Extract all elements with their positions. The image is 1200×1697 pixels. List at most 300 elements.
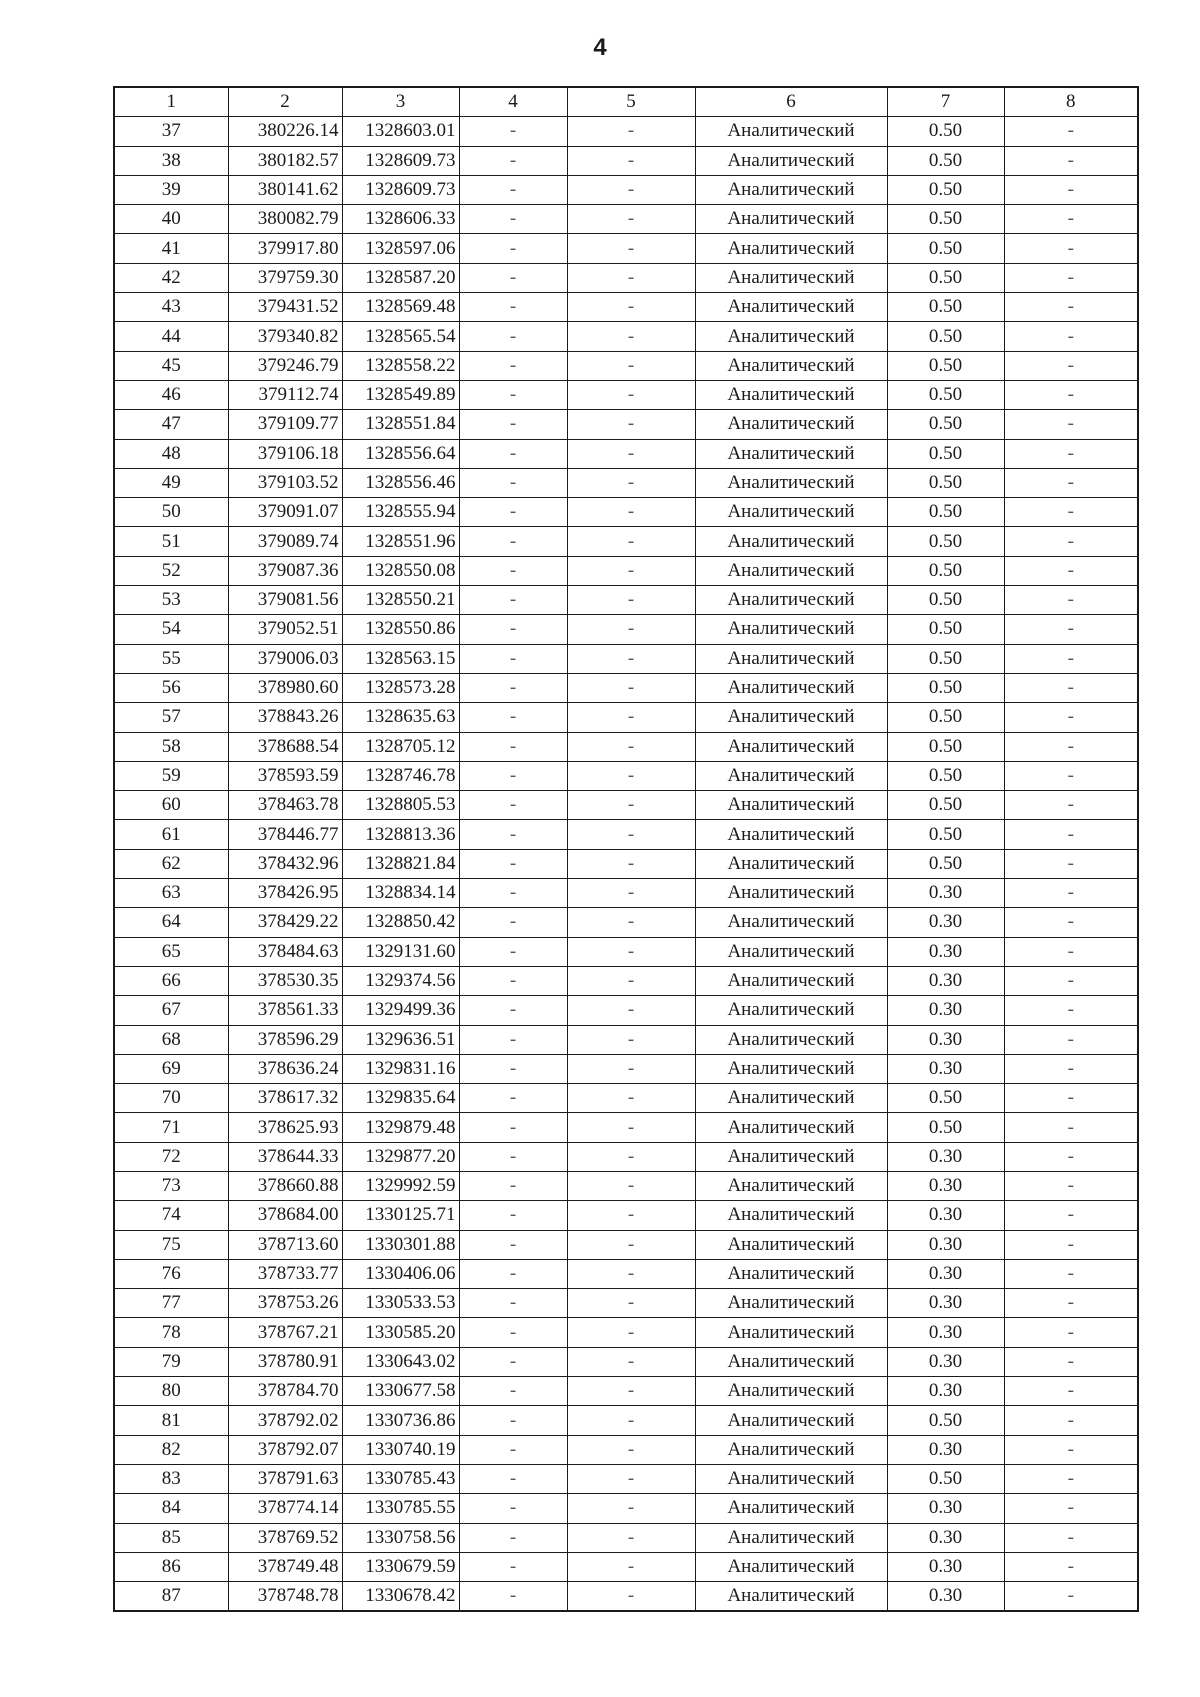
column-8-value-cell: - — [1004, 293, 1138, 322]
column-8-value-cell: - — [1004, 410, 1138, 439]
column-5-value-cell: - — [567, 1464, 695, 1493]
column-8-value-cell: - — [1004, 1230, 1138, 1259]
accuracy-cell: 0.50 — [887, 615, 1004, 644]
table-row — [114, 234, 1138, 263]
method-cell: Аналитический — [695, 175, 887, 204]
method-cell: Аналитический — [695, 732, 887, 761]
column-5-value-cell: - — [567, 1552, 695, 1581]
point-number-cell: 64 — [114, 908, 228, 937]
accuracy-cell: 0.30 — [887, 1523, 1004, 1552]
method-cell: Аналитический — [695, 146, 887, 175]
column-4-value-cell: - — [459, 879, 567, 908]
column-5-value-cell: - — [567, 644, 695, 673]
method-cell: Аналитический — [695, 586, 887, 615]
column-header: 1 — [114, 87, 228, 117]
coordinate-y-cell: 1328850.42 — [342, 908, 459, 937]
column-5-value-cell: - — [567, 586, 695, 615]
column-4-value-cell: - — [459, 1318, 567, 1347]
coordinate-x-cell: 379106.18 — [228, 439, 342, 468]
coordinate-x-cell: 379112.74 — [228, 380, 342, 409]
point-number-cell: 78 — [114, 1318, 228, 1347]
coordinate-x-cell: 378684.00 — [228, 1201, 342, 1230]
coordinate-y-cell: 1329374.56 — [342, 966, 459, 995]
table-row — [114, 380, 1138, 409]
accuracy-cell: 0.30 — [887, 1347, 1004, 1376]
point-number-cell: 80 — [114, 1377, 228, 1406]
coordinate-y-cell: 1329879.48 — [342, 1113, 459, 1142]
point-number-cell: 46 — [114, 380, 228, 409]
point-number-cell: 79 — [114, 1347, 228, 1376]
coordinate-x-cell: 378713.60 — [228, 1230, 342, 1259]
table-row — [114, 1406, 1138, 1435]
table-row — [114, 205, 1138, 234]
coordinate-y-cell: 1330406.06 — [342, 1259, 459, 1288]
coordinate-x-cell: 379246.79 — [228, 351, 342, 380]
coordinate-x-cell: 379759.30 — [228, 263, 342, 292]
column-4-value-cell: - — [459, 1113, 567, 1142]
column-5-value-cell: - — [567, 1406, 695, 1435]
accuracy-cell: 0.50 — [887, 732, 1004, 761]
coordinate-y-cell: 1328834.14 — [342, 879, 459, 908]
column-8-value-cell: - — [1004, 175, 1138, 204]
coordinate-y-cell: 1329499.36 — [342, 996, 459, 1025]
column-8-value-cell: - — [1004, 1494, 1138, 1523]
coordinate-x-cell: 378617.32 — [228, 1084, 342, 1113]
coordinate-y-cell: 1328746.78 — [342, 761, 459, 790]
table-row — [114, 410, 1138, 439]
method-cell: Аналитический — [695, 263, 887, 292]
point-number-cell: 52 — [114, 556, 228, 585]
point-number-cell: 65 — [114, 937, 228, 966]
column-4-value-cell: - — [459, 1259, 567, 1288]
column-5-value-cell: - — [567, 1054, 695, 1083]
accuracy-cell: 0.30 — [887, 1201, 1004, 1230]
column-8-value-cell: - — [1004, 234, 1138, 263]
method-cell: Аналитический — [695, 556, 887, 585]
column-8-value-cell: - — [1004, 879, 1138, 908]
column-5-value-cell: - — [567, 205, 695, 234]
method-cell: Аналитический — [695, 1230, 887, 1259]
column-8-value-cell: - — [1004, 673, 1138, 702]
column-5-value-cell: - — [567, 1171, 695, 1200]
method-cell: Аналитический — [695, 1377, 887, 1406]
accuracy-cell: 0.30 — [887, 1318, 1004, 1347]
point-number-cell: 81 — [114, 1406, 228, 1435]
coordinate-y-cell: 1330740.19 — [342, 1435, 459, 1464]
column-4-value-cell: - — [459, 1201, 567, 1230]
column-5-value-cell: - — [567, 673, 695, 702]
column-8-value-cell: - — [1004, 527, 1138, 556]
point-number-cell: 47 — [114, 410, 228, 439]
coordinate-y-cell: 1328563.15 — [342, 644, 459, 673]
coordinate-y-cell: 1330785.43 — [342, 1464, 459, 1493]
method-cell: Аналитический — [695, 1171, 887, 1200]
accuracy-cell: 0.30 — [887, 1582, 1004, 1612]
coordinate-x-cell: 378748.78 — [228, 1582, 342, 1612]
column-4-value-cell: - — [459, 1435, 567, 1464]
column-8-value-cell: - — [1004, 849, 1138, 878]
accuracy-cell: 0.50 — [887, 1113, 1004, 1142]
coordinate-y-cell: 1329992.59 — [342, 1171, 459, 1200]
coordinate-y-cell: 1328555.94 — [342, 498, 459, 527]
accuracy-cell: 0.50 — [887, 586, 1004, 615]
point-number-cell: 86 — [114, 1552, 228, 1581]
accuracy-cell: 0.30 — [887, 966, 1004, 995]
method-cell: Аналитический — [695, 1025, 887, 1054]
column-5-value-cell: - — [567, 146, 695, 175]
method-cell: Аналитический — [695, 996, 887, 1025]
coordinate-x-cell: 378429.22 — [228, 908, 342, 937]
coordinate-x-cell: 379103.52 — [228, 468, 342, 497]
table-row — [114, 644, 1138, 673]
column-5-value-cell: - — [567, 1435, 695, 1464]
coordinate-y-cell: 1329636.51 — [342, 1025, 459, 1054]
column-8-value-cell: - — [1004, 966, 1138, 995]
table-row — [114, 468, 1138, 497]
coordinate-y-cell: 1330679.59 — [342, 1552, 459, 1581]
accuracy-cell: 0.50 — [887, 263, 1004, 292]
column-header: 6 — [695, 87, 887, 117]
accuracy-cell: 0.30 — [887, 1377, 1004, 1406]
column-4-value-cell: - — [459, 1377, 567, 1406]
column-4-value-cell: - — [459, 117, 567, 146]
table-header — [114, 87, 1138, 117]
column-5-value-cell: - — [567, 1025, 695, 1054]
table-row — [114, 937, 1138, 966]
coordinate-x-cell: 380226.14 — [228, 117, 342, 146]
table-row — [114, 908, 1138, 937]
column-4-value-cell: - — [459, 234, 567, 263]
column-5-value-cell: - — [567, 820, 695, 849]
method-cell: Аналитический — [695, 849, 887, 878]
point-number-cell: 74 — [114, 1201, 228, 1230]
coordinate-y-cell: 1330533.53 — [342, 1289, 459, 1318]
column-4-value-cell: - — [459, 1171, 567, 1200]
coordinate-x-cell: 378733.77 — [228, 1259, 342, 1288]
column-8-value-cell: - — [1004, 644, 1138, 673]
column-4-value-cell: - — [459, 761, 567, 790]
coordinate-y-cell: 1330125.71 — [342, 1201, 459, 1230]
accuracy-cell: 0.50 — [887, 146, 1004, 175]
method-cell: Аналитический — [695, 117, 887, 146]
column-5-value-cell: - — [567, 1201, 695, 1230]
coordinate-x-cell: 379917.80 — [228, 234, 342, 263]
accuracy-cell: 0.50 — [887, 410, 1004, 439]
method-cell: Аналитический — [695, 1582, 887, 1612]
column-8-value-cell: - — [1004, 1259, 1138, 1288]
column-4-value-cell: - — [459, 1289, 567, 1318]
column-5-value-cell: - — [567, 468, 695, 497]
table-row — [114, 117, 1138, 146]
coordinate-x-cell: 378463.78 — [228, 791, 342, 820]
coordinate-y-cell: 1328587.20 — [342, 263, 459, 292]
coordinate-y-cell: 1328550.08 — [342, 556, 459, 585]
column-5-value-cell: - — [567, 1494, 695, 1523]
coordinate-x-cell: 378980.60 — [228, 673, 342, 702]
column-4-value-cell: - — [459, 1142, 567, 1171]
coordinate-x-cell: 379081.56 — [228, 586, 342, 615]
column-5-value-cell: - — [567, 175, 695, 204]
table-row — [114, 351, 1138, 380]
point-number-cell: 84 — [114, 1494, 228, 1523]
column-5-value-cell: - — [567, 937, 695, 966]
point-number-cell: 60 — [114, 791, 228, 820]
column-8-value-cell: - — [1004, 498, 1138, 527]
coordinate-y-cell: 1328805.53 — [342, 791, 459, 820]
point-number-cell: 68 — [114, 1025, 228, 1054]
column-8-value-cell: - — [1004, 732, 1138, 761]
method-cell: Аналитический — [695, 644, 887, 673]
method-cell: Аналитический — [695, 1318, 887, 1347]
accuracy-cell: 0.30 — [887, 1171, 1004, 1200]
table-row — [114, 527, 1138, 556]
method-cell: Аналитический — [695, 673, 887, 702]
point-number-cell: 58 — [114, 732, 228, 761]
method-cell: Аналитический — [695, 322, 887, 351]
point-number-cell: 62 — [114, 849, 228, 878]
column-8-value-cell: - — [1004, 1054, 1138, 1083]
column-header: 5 — [567, 87, 695, 117]
method-cell: Аналитический — [695, 293, 887, 322]
table-row — [114, 175, 1138, 204]
coordinate-x-cell: 379052.51 — [228, 615, 342, 644]
column-8-value-cell: - — [1004, 439, 1138, 468]
table-row — [114, 293, 1138, 322]
method-cell: Аналитический — [695, 1084, 887, 1113]
point-number-cell: 72 — [114, 1142, 228, 1171]
table-row — [114, 1464, 1138, 1493]
table-row — [114, 1289, 1138, 1318]
accuracy-cell: 0.30 — [887, 1230, 1004, 1259]
table-row — [114, 498, 1138, 527]
method-cell: Аналитический — [695, 234, 887, 263]
column-4-value-cell: - — [459, 996, 567, 1025]
column-8-value-cell: - — [1004, 615, 1138, 644]
coordinate-y-cell: 1330643.02 — [342, 1347, 459, 1376]
table-row — [114, 263, 1138, 292]
column-4-value-cell: - — [459, 263, 567, 292]
method-cell: Аналитический — [695, 1523, 887, 1552]
column-5-value-cell: - — [567, 1523, 695, 1552]
point-number-cell: 42 — [114, 263, 228, 292]
coordinate-x-cell: 379109.77 — [228, 410, 342, 439]
column-4-value-cell: - — [459, 1025, 567, 1054]
accuracy-cell: 0.50 — [887, 234, 1004, 263]
column-8-value-cell: - — [1004, 820, 1138, 849]
table-row — [114, 820, 1138, 849]
coordinate-y-cell: 1330678.42 — [342, 1582, 459, 1612]
method-cell: Аналитический — [695, 1435, 887, 1464]
method-cell: Аналитический — [695, 1142, 887, 1171]
column-8-value-cell: - — [1004, 703, 1138, 732]
column-5-value-cell: - — [567, 849, 695, 878]
table-row — [114, 1523, 1138, 1552]
accuracy-cell: 0.50 — [887, 380, 1004, 409]
accuracy-cell: 0.50 — [887, 498, 1004, 527]
coordinate-y-cell: 1328569.48 — [342, 293, 459, 322]
column-8-value-cell: - — [1004, 1523, 1138, 1552]
accuracy-cell: 0.50 — [887, 673, 1004, 702]
method-cell: Аналитический — [695, 380, 887, 409]
coordinate-y-cell: 1328606.33 — [342, 205, 459, 234]
coordinate-x-cell: 380082.79 — [228, 205, 342, 234]
table-row — [114, 761, 1138, 790]
column-4-value-cell: - — [459, 644, 567, 673]
accuracy-cell: 0.30 — [887, 1054, 1004, 1083]
accuracy-cell: 0.50 — [887, 527, 1004, 556]
method-cell: Аналитический — [695, 1289, 887, 1318]
coordinate-x-cell: 378426.95 — [228, 879, 342, 908]
method-cell: Аналитический — [695, 527, 887, 556]
method-cell: Аналитический — [695, 205, 887, 234]
coordinate-y-cell: 1330736.86 — [342, 1406, 459, 1435]
coordinate-y-cell: 1328565.54 — [342, 322, 459, 351]
table-row — [114, 1054, 1138, 1083]
point-number-cell: 85 — [114, 1523, 228, 1552]
method-cell: Аналитический — [695, 1494, 887, 1523]
accuracy-cell: 0.30 — [887, 908, 1004, 937]
column-4-value-cell: - — [459, 937, 567, 966]
coordinate-x-cell: 378593.59 — [228, 761, 342, 790]
coordinate-y-cell: 1329877.20 — [342, 1142, 459, 1171]
coordinate-x-cell: 378780.91 — [228, 1347, 342, 1376]
column-4-value-cell: - — [459, 615, 567, 644]
table-row — [114, 1582, 1138, 1612]
method-cell: Аналитический — [695, 439, 887, 468]
column-4-value-cell: - — [459, 527, 567, 556]
column-8-value-cell: - — [1004, 1377, 1138, 1406]
column-8-value-cell: - — [1004, 263, 1138, 292]
column-8-value-cell: - — [1004, 117, 1138, 146]
column-8-value-cell: - — [1004, 1582, 1138, 1612]
coordinate-x-cell: 378784.70 — [228, 1377, 342, 1406]
method-cell: Аналитический — [695, 1552, 887, 1581]
point-number-cell: 48 — [114, 439, 228, 468]
column-8-value-cell: - — [1004, 1552, 1138, 1581]
point-number-cell: 44 — [114, 322, 228, 351]
column-4-value-cell: - — [459, 439, 567, 468]
column-8-value-cell: - — [1004, 468, 1138, 497]
table-row — [114, 322, 1138, 351]
method-cell: Аналитический — [695, 1464, 887, 1493]
column-8-value-cell: - — [1004, 937, 1138, 966]
column-5-value-cell: - — [567, 380, 695, 409]
point-number-cell: 57 — [114, 703, 228, 732]
coordinate-x-cell: 378432.96 — [228, 849, 342, 878]
column-4-value-cell: - — [459, 498, 567, 527]
column-8-value-cell: - — [1004, 322, 1138, 351]
column-5-value-cell: - — [567, 1259, 695, 1288]
column-header: 3 — [342, 87, 459, 117]
column-5-value-cell: - — [567, 703, 695, 732]
method-cell: Аналитический — [695, 468, 887, 497]
table-row — [114, 791, 1138, 820]
column-8-value-cell: - — [1004, 1084, 1138, 1113]
table-row — [114, 1435, 1138, 1464]
column-8-value-cell: - — [1004, 1464, 1138, 1493]
column-4-value-cell: - — [459, 468, 567, 497]
coordinate-y-cell: 1328556.46 — [342, 468, 459, 497]
coordinate-y-cell: 1329835.64 — [342, 1084, 459, 1113]
column-header: 8 — [1004, 87, 1138, 117]
accuracy-cell: 0.50 — [887, 703, 1004, 732]
coordinate-x-cell: 378596.29 — [228, 1025, 342, 1054]
table-row — [114, 1084, 1138, 1113]
method-cell: Аналитический — [695, 1201, 887, 1230]
table-row — [114, 1025, 1138, 1054]
coordinate-y-cell: 1328556.64 — [342, 439, 459, 468]
column-4-value-cell: - — [459, 205, 567, 234]
table-row — [114, 1142, 1138, 1171]
column-5-value-cell: - — [567, 761, 695, 790]
column-4-value-cell: - — [459, 1464, 567, 1493]
accuracy-cell: 0.30 — [887, 996, 1004, 1025]
coordinate-x-cell: 379340.82 — [228, 322, 342, 351]
point-number-cell: 76 — [114, 1259, 228, 1288]
accuracy-cell: 0.30 — [887, 879, 1004, 908]
coordinate-y-cell: 1328550.86 — [342, 615, 459, 644]
point-number-cell: 39 — [114, 175, 228, 204]
accuracy-cell: 0.50 — [887, 351, 1004, 380]
column-8-value-cell: - — [1004, 996, 1138, 1025]
column-5-value-cell: - — [567, 879, 695, 908]
coordinate-y-cell: 1330585.20 — [342, 1318, 459, 1347]
coordinate-x-cell: 379091.07 — [228, 498, 342, 527]
method-cell: Аналитический — [695, 1347, 887, 1376]
column-8-value-cell: - — [1004, 1318, 1138, 1347]
coordinate-y-cell: 1328573.28 — [342, 673, 459, 702]
table-row — [114, 1230, 1138, 1259]
point-number-cell: 54 — [114, 615, 228, 644]
accuracy-cell: 0.50 — [887, 556, 1004, 585]
column-4-value-cell: - — [459, 849, 567, 878]
table-row — [114, 996, 1138, 1025]
column-5-value-cell: - — [567, 1318, 695, 1347]
column-8-value-cell: - — [1004, 908, 1138, 937]
column-header: 4 — [459, 87, 567, 117]
accuracy-cell: 0.30 — [887, 1494, 1004, 1523]
column-5-value-cell: - — [567, 527, 695, 556]
accuracy-cell: 0.50 — [887, 820, 1004, 849]
point-number-cell: 38 — [114, 146, 228, 175]
column-8-value-cell: - — [1004, 1347, 1138, 1376]
column-5-value-cell: - — [567, 498, 695, 527]
point-number-cell: 70 — [114, 1084, 228, 1113]
page-number: 4 — [593, 34, 607, 61]
column-4-value-cell: - — [459, 322, 567, 351]
column-5-value-cell: - — [567, 410, 695, 439]
column-5-value-cell: - — [567, 1142, 695, 1171]
coordinate-y-cell: 1329831.16 — [342, 1054, 459, 1083]
accuracy-cell: 0.50 — [887, 468, 1004, 497]
coordinate-y-cell: 1328551.84 — [342, 410, 459, 439]
point-number-cell: 61 — [114, 820, 228, 849]
accuracy-cell: 0.50 — [887, 644, 1004, 673]
column-4-value-cell: - — [459, 586, 567, 615]
point-number-cell: 75 — [114, 1230, 228, 1259]
method-cell: Аналитический — [695, 966, 887, 995]
accuracy-cell: 0.30 — [887, 937, 1004, 966]
point-number-cell: 56 — [114, 673, 228, 702]
column-5-value-cell: - — [567, 1289, 695, 1318]
coordinate-y-cell: 1328635.63 — [342, 703, 459, 732]
coordinate-y-cell: 1328609.73 — [342, 175, 459, 204]
column-5-value-cell: - — [567, 351, 695, 380]
accuracy-cell: 0.30 — [887, 1142, 1004, 1171]
column-8-value-cell: - — [1004, 351, 1138, 380]
table-row — [114, 879, 1138, 908]
column-5-value-cell: - — [567, 1347, 695, 1376]
